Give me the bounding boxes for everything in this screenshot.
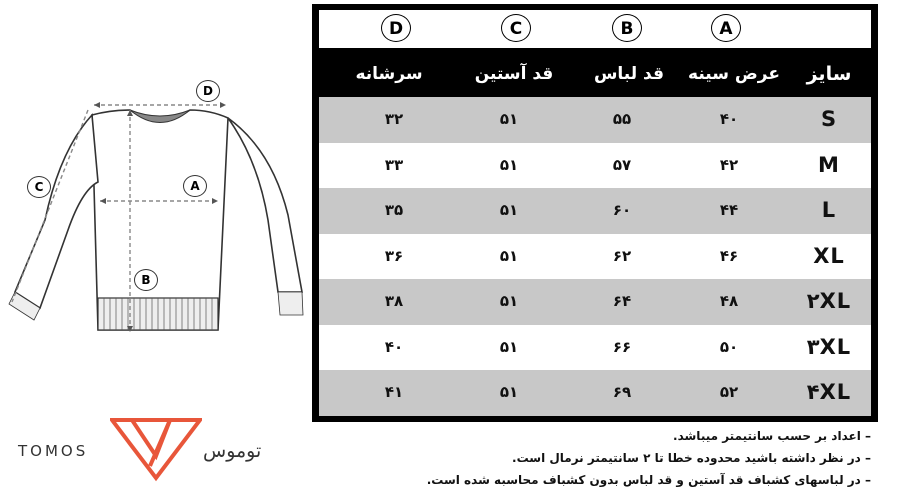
cell-sleeve: ۵۱ [499,201,519,219]
letter-c: C [501,14,531,42]
cell-size: L [821,198,837,222]
cell-length: ۶۲ [612,246,632,265]
cell-length: ۵۵ [612,110,632,128]
cell-shoulder: ۳۶ [384,246,404,265]
cell-size: ۳XL [806,334,852,359]
label-d-circle: D [196,80,220,102]
cell-sleeve: ۵۱ [499,155,519,174]
cell-shoulder: ۳۵ [384,201,404,219]
cell-size: ۲XL [806,289,852,313]
cell-length: ۶۹ [612,383,632,401]
notes-list [351,425,871,491]
cell-size: ۴XL [806,380,852,404]
header-size: سایز [806,63,852,85]
cell-chest: ۴۲ [719,155,739,174]
cell-chest: ۴۴ [719,201,739,219]
cell-sleeve: ۵۱ [499,383,519,401]
label-b-circle: B [134,269,158,291]
label-c-circle: C [27,176,51,198]
cell-size: S [820,107,838,131]
cell-chest: ۴۶ [719,246,739,265]
size-table [312,4,878,422]
cell-sleeve: ۵۱ [499,337,519,356]
letter-d: D [381,14,411,42]
table-row [319,325,871,371]
table-body [319,97,871,416]
table-row [319,279,871,325]
cell-shoulder: ۳۲ [384,110,404,128]
header-sleeve: قد آستین [474,64,554,84]
cell-shoulder: ۳۳ [384,155,404,174]
cell-sleeve: ۵۱ [499,246,519,265]
letter-header-row [319,10,871,48]
brand-latin: TOMOS [18,442,89,460]
cell-length: ۵۷ [612,155,632,174]
table-header-row [319,50,871,98]
table-row [319,370,871,416]
letter-a: A [711,14,741,42]
cell-shoulder: ۴۰ [384,337,404,356]
brand-logo [18,412,298,488]
brand-persian: توموس [203,440,262,462]
header-chest: عرض سینه [688,64,780,84]
table-row [319,97,871,143]
table-row [319,143,871,189]
cell-chest: ۵۰ [719,337,739,356]
label-a-circle: A [183,175,207,197]
cell-chest: ۵۲ [719,383,739,401]
note-item: – اعداد بر حسب سانتیمتر میباشد. [673,429,871,443]
table-row [319,188,871,234]
sweater-outline-svg [0,70,310,345]
table-row [319,234,871,280]
cell-chest: ۴۰ [719,110,739,128]
cell-sleeve: ۵۱ [499,110,519,128]
cell-length: ۶۶ [612,337,632,356]
header-length: قد لباس [593,64,665,84]
cell-length: ۶۴ [612,292,632,310]
note-item: – در لباسهای کشباف قد آستین و قد لباس بدون کشباف محاسبه شده است. [426,473,871,487]
cell-shoulder: ۴۱ [384,383,404,401]
cell-sleeve: ۵۱ [499,292,519,310]
brand-mark-icon [110,416,202,482]
sweater-diagram [0,70,310,349]
letter-b: B [612,14,642,42]
cell-size: XL [813,243,845,268]
note-item: – در نظر داشته باشید محدوده خطا تا ۲ سانتیمتر نرمال است. [512,451,871,465]
cell-size: M [818,152,840,177]
cell-length: ۶۰ [612,201,632,219]
cell-chest: ۴۸ [719,292,739,310]
cell-shoulder: ۳۸ [384,292,404,310]
header-shoulder: سرشانه [355,64,423,84]
